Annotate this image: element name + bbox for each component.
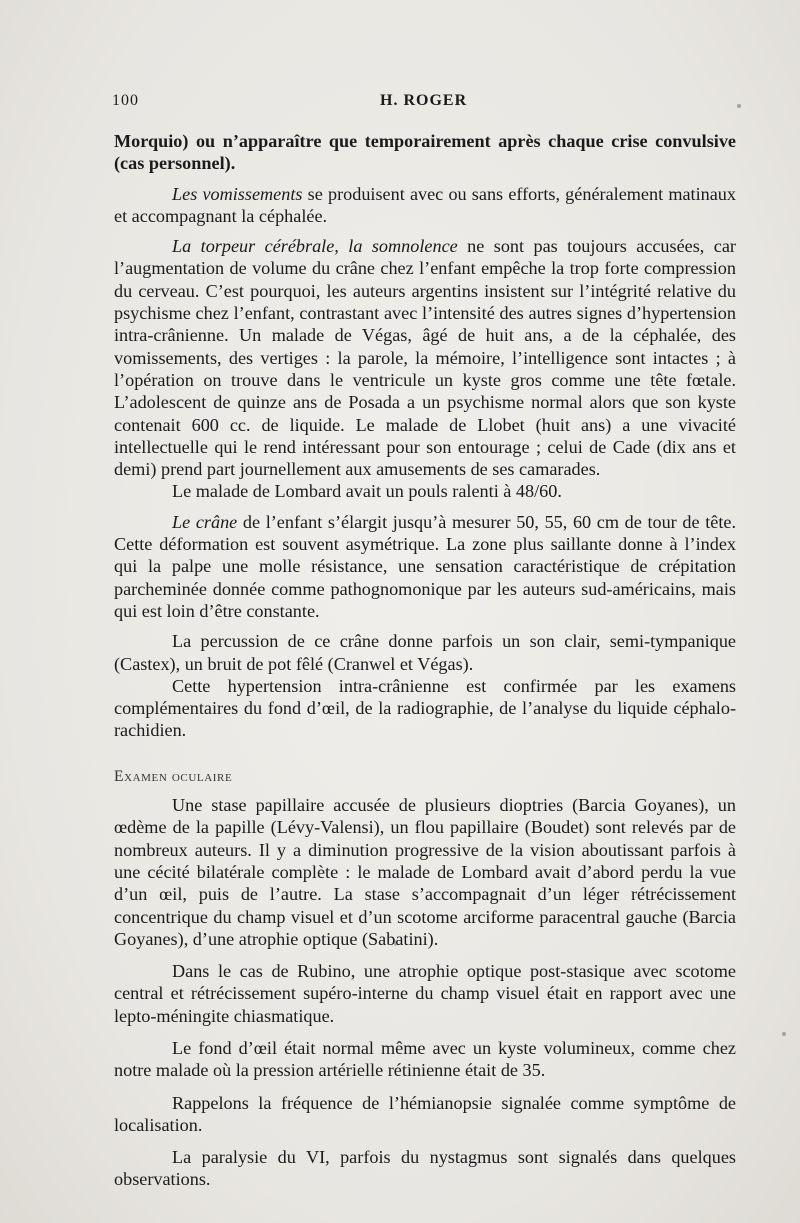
- section-heading: Examen oculaire: [114, 767, 233, 785]
- paragraph: Le crâne de l’enfant s’élargit jusqu’à mesurer 50, 55, 60 cm de tour de tête. Cette déformation est souvent asymétrique. La zone plus saillante donne à l’index qui la palpe une molle résistance, une sensation caractéristique de crépitation parcheminée donnée comme pathognomonique par les auteurs sud-américains, mais qui est loin d’être constante.: [114, 511, 736, 621]
- scan-speck: [782, 1032, 786, 1036]
- paragraph: Les vomissements se produisent avec ou sans efforts, généralement matinaux et accompagnant la céphalée.: [114, 183, 736, 226]
- paragraph: Morquio) ou n’apparaître que temporairement après chaque crise convulsive (cas personnel).: [114, 131, 736, 174]
- italic-lead: Le crâne: [172, 511, 238, 532]
- scan-speck: [394, 940, 397, 946]
- paragraph: Dans le cas de Rubino, une atrophie optique post-stasique avec scotome central et rétrécissement supéro-interne du champ visuel était en rapport avec une lepto-méningite chiasmatique.: [114, 961, 736, 1026]
- paragraph: Rappelons la fréquence de l’hémianopsie signalée comme symptôme de localisation.: [114, 1092, 736, 1135]
- body-text: [114, 130, 736, 1191]
- scan-speck: [737, 104, 741, 108]
- paragraph: Le fond d’œil était normal même avec un kyste volumineux, comme chez notre malade où la pression artérielle rétinienne était de 35.: [114, 1037, 736, 1081]
- page-header: [112, 92, 732, 116]
- paragraph: La paralysie du VI, parfois du nystagmus sont signalés dans quelques observations.: [114, 1147, 736, 1190]
- paragraph: La percussion de ce crâne donne parfois un son clair, semi-tympanique (Castex), un bruit de pot fêlé (Cranwel et Végas).: [114, 631, 736, 674]
- paragraph: Le malade de Lombard avait un pouls ralenti à 48/60.: [172, 481, 562, 502]
- paragraph: Cette hypertension intra-crânienne est confirmée par les examens complémentaires du fond d’œil, de la radiographie, de l’analyse du liquide céphalo-rachidien.: [114, 675, 736, 741]
- page-number: 100: [112, 92, 139, 109]
- paragraph: Une stase papillaire accusée de plusieurs dioptries (Barcia Goyanes), un œdème de la papille (Lévy-Valensi), un flou papillaire (Boudet) sont relevés par de nombreux auteurs. Il y a diminution progressive de la vision aboutissant parfois à une cécité bilatérale complète : le malade de Lombard avait d’abord perdu la vue d’un œil, puis de l’autre. La stase s’accompagnait d’un léger rétrécissement concentrique du champ visuel et d’un scotome arciforme paracentral gauche (Barcia Goyanes), d’une atrophie optique (Sabatini).: [114, 795, 736, 949]
- italic-lead: La torpeur cérébrale, la somnolence: [172, 236, 458, 257]
- italic-lead: Les vomissements: [172, 183, 303, 204]
- running-head: H. ROGER: [380, 92, 468, 109]
- paragraph: La torpeur cérébrale, la somnolence ne sont pas toujours accusées, car l’augmentation de volume du crâne chez l’enfant empêche la trop forte compression du cerveau. C’est pourquoi, les auteurs argentins insistent sur l’intégrité relative du psychisme chez l’enfant, contrastant avec l’intensité des autres signes d’hypertension intra-crânienne. Un malade de Végas, âgé de huit ans, a de la céphalée, des vomissements, des vertiges : la parole, la mémoire, l’intelligence sont intactes ; à l’opération on trouve dans le ventricule un kyste gros comme une tête fœtale. L’adolescent de quinze ans de Posada a un psychisme normal alors que son kyste contenait 600 cc. de liquide. Le malade de Llobet (huit ans) a une vivacité intellectuelle qui le rend intéressant pour son entourage ; celui de Cade (dix ans et demi) prend part journellement aux amusements de ses camarades.: [114, 236, 736, 480]
